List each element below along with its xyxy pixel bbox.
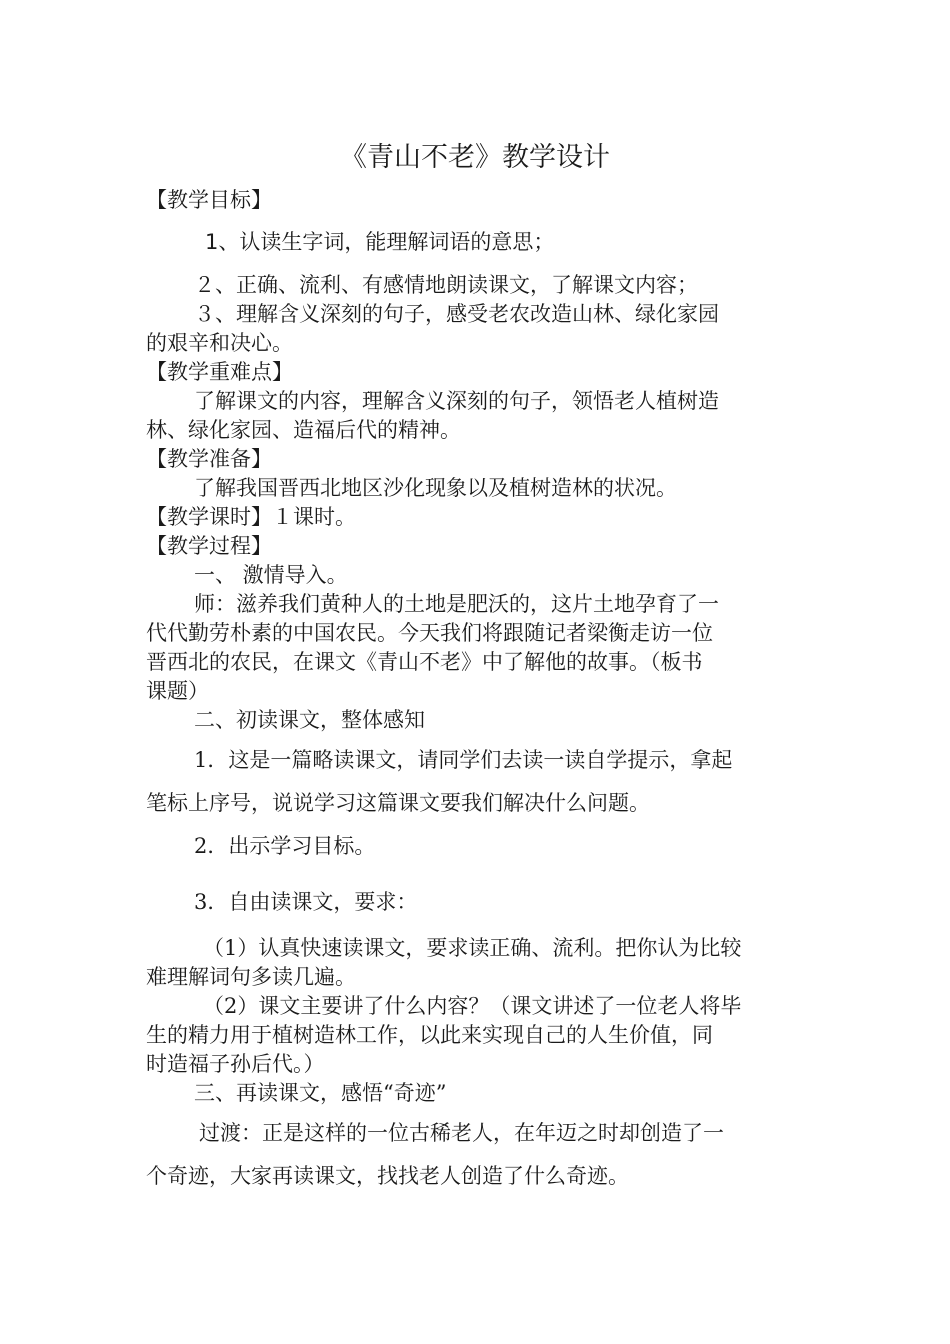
objective-2: ２、正确、流利、有感情地朗读课文，了解课文内容； [194,273,698,297]
document-title: 《青山不老》教学设计 [340,142,610,173]
objective-3: ３、理解含义深刻的句子，感受老农改造山林、绿化家园 [194,302,719,326]
step-1-heading: 一、 激情导入。 [194,563,348,587]
step-3-text-cont: 个奇迹，大家再读课文，找找老人创造了什么奇迹。 [146,1164,629,1188]
step-3-heading: 三、再读课文，感悟“奇迹” [194,1081,447,1105]
step-1-text: 师：滋养我们黄种人的土地是肥沃的，这片土地孕育了一 [194,592,719,616]
section-heading-objectives: 【教学目标】 [146,188,272,212]
section-heading-preparation: 【教学准备】 [146,447,272,471]
step-2-item-3: 3．自由读课文，要求： [194,890,418,914]
section-heading-key-points: 【教学重难点】 [146,360,293,384]
preparation-text: 了解我国晋西北地区沙化现象以及植树造林的状况。 [194,476,677,500]
step-1-text-cont-2: 晋西北的农民，在课文《青山不老》中了解他的故事。（板书 [146,650,703,674]
objective-3-cont: 的艰辛和决心。 [146,331,293,355]
section-heading-lessons: 【教学课时】１课时。 [146,505,356,529]
step-2-item-3-sub-2-cont-1: 生的精力用于植树造林工作，以此来实现自己的人生价值，同 [146,1023,713,1047]
step-3-text: 过渡：正是这样的一位古稀老人，在年迈之时却创造了一 [199,1121,724,1145]
key-points-text: 了解课文的内容，理解含义深刻的句子，领悟老人植树造 [194,389,719,413]
step-2-item-2: 2．出示学习目标。 [194,834,376,858]
step-2-item-1: 1．这是一篇略读课文，请同学们去读一读自学提示，拿起 [194,748,733,772]
step-2-item-1-cont: 笔标上序号，说说学习这篇课文要我们解决什么问题。 [146,791,650,815]
step-1-text-cont-3: 课题） [146,679,209,703]
key-points-text-cont: 林、绿化家园、造福后代的精神。 [146,418,461,442]
step-2-item-3-sub-1-cont: 难理解词句多读几遍。 [146,965,356,989]
step-1-text-cont-1: 代代勤劳朴素的中国农民。今天我们将跟随记者梁衡走访一位 [146,621,713,645]
step-2-item-3-sub-2: （2）课文主要讲了什么内容？（课文讲述了一位老人将毕 [203,994,742,1018]
section-heading-process: 【教学过程】 [146,534,272,558]
step-2-item-3-sub-1: （1）认真快速读课文，要求读正确、流利。把你认为比较 [203,936,742,960]
objective-1: 1、认读生字词，能理解词语的意思； [205,230,555,254]
step-2-heading: 二、初读课文，整体感知 [194,708,425,732]
step-2-item-3-sub-2-cont-2: 时造福子孙后代。） [146,1052,325,1076]
